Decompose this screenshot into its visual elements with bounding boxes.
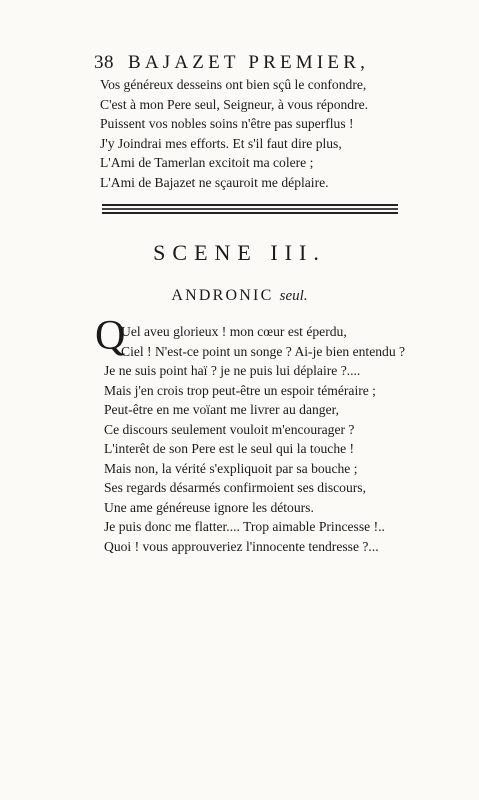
running-title: BAJAZET PREMIER,: [128, 52, 370, 73]
verse-line: L'Ami de Bajazet ne sçauroit me déplaire.: [100, 174, 329, 190]
verse-line: Mais j'en crois trop peut-être un espoir téméraire ;: [104, 382, 376, 398]
verse-line: Ses regards désarmés confirmoient ses discours,: [104, 480, 366, 495]
speaker-heading: [0, 287, 479, 305]
verse-line: Peut-être en me voïant me livrer au danger,: [104, 402, 339, 417]
page-number: 38: [94, 52, 114, 73]
verse-line: Puissent vos nobles soins n'être pas superflus !: [100, 116, 354, 131]
verse-line: C'est à mon Pere seul, Seigneur, à vous répondre.: [100, 96, 369, 112]
speaker-name: ANDRONIC: [171, 287, 274, 304]
verse-line: Mais non, la vérité s'expliquoit par sa bouche ;: [104, 460, 358, 476]
verse-line: Quoi ! vous approuveriez l'innocente tendresse ?...: [104, 538, 379, 554]
verse-block-continued: [100, 75, 368, 192]
verse-line: Ciel ! N'est-ce point un songe ? Ai-je bien entendu ?: [121, 343, 406, 359]
drop-cap: Q: [95, 313, 126, 359]
verse-line: Uel aveu glorieux ! mon cœur est éperdu,: [121, 324, 347, 339]
verse-line: L'Ami de Tamerlan excitoit ma colere ;: [100, 155, 314, 170]
scene-title: SCENE III.: [153, 240, 326, 265]
monologue-verse-block: [104, 322, 405, 556]
verse-line: Je ne suis point haï ? je ne puis lui déplaire ?....: [104, 363, 361, 378]
page-header: [94, 52, 406, 76]
verse-line: Ce discours seulement vouloit m'encourager ?: [104, 421, 355, 437]
scene-divider-rule: [102, 204, 398, 214]
speaker-stage-note: seul.: [279, 288, 308, 304]
verse-line: Vos généreux desseins ont bien sçû le confondre,: [100, 77, 367, 92]
verse-line: Une ame généreuse ignore les détours.: [104, 499, 314, 515]
verse-line: Je puis donc me flatter.... Trop aimable Princesse !..: [104, 519, 385, 534]
verse-line: L'interêt de son Pere est le seul qui la touche !: [104, 441, 355, 456]
verse-line: J'y Joindrai mes efforts. Et s'il faut dire plus,: [100, 135, 342, 151]
